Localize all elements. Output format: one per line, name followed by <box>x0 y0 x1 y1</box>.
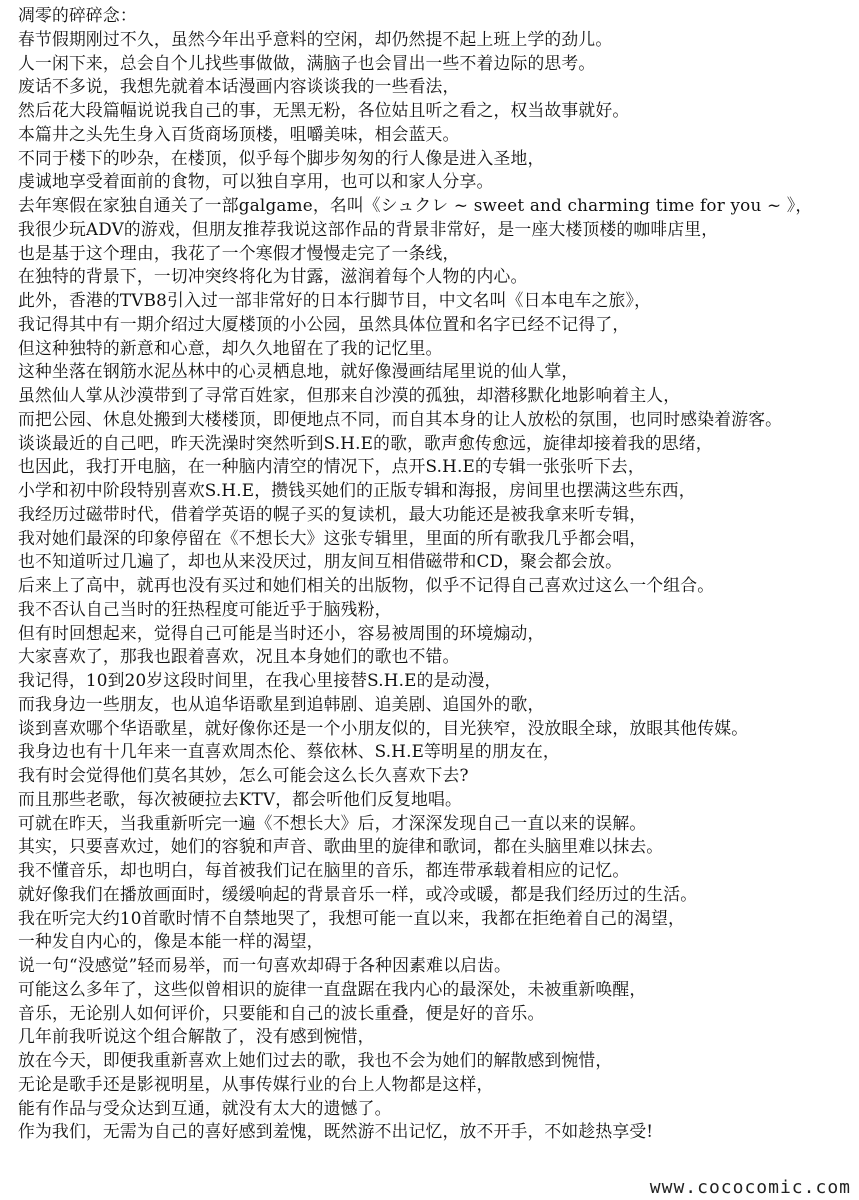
text-line: 去年寒假在家独自通关了一部galgame，名叫《シュクレ ~ sweet and charming time for you ~ 》， <box>18 195 813 215</box>
text-line: 作为我们，无需为自己的喜好感到羞愧，既然游不出记忆，放不开手，不如趁热享受! <box>18 1121 654 1142</box>
text-line: 也不知道听过几遍了，却也从来没厌过，朋友间互相借磁带和CD，聚会都会放。 <box>18 551 623 572</box>
text-line: 其实，只要喜欢过，她们的容貌和声音、歌曲里的旋律和歌词，都在头脑里难以抹去。 <box>18 836 664 857</box>
text-line: 我记得，10到20岁这段时间里，在我心里接替S.H.E的是动漫， <box>18 670 502 690</box>
text-line: 但有时回想起来，觉得自己可能是当时还小，容易被周围的环境煽动， <box>18 622 545 643</box>
text-line: 我对她们最深的印象停留在《不想长大》这张专辑里，里面的所有歌我几乎都会唱， <box>18 527 647 548</box>
text-line: 而我身边一些朋友，也从追华语歌星到追韩剧、追美剧、追国外的歌， <box>18 693 545 714</box>
text-line: 我在听完大约10首歌时情不自禁地哭了，我想可能一直以来，我都在拒绝着自己的渴望， <box>18 907 686 928</box>
site-watermark: www.cococomic.com <box>649 1177 851 1198</box>
afterword-lines <box>18 28 853 1144</box>
text-line: 小学和初中阶段特别喜欢S.H.E，攒钱买她们的正版专辑和海报，房间里也摆满这些东西， <box>18 480 696 500</box>
afterword-text-block <box>18 4 853 1144</box>
text-line: 不同于楼下的吵杂，在楼顶，似乎每个脚步匆匆的行人像是进入圣地， <box>18 147 545 168</box>
text-line: 我经历过磁带时代，借着学英语的幌子买的复读机，最大功能还是被我拿来听专辑， <box>18 503 647 524</box>
text-line: 可就在昨天，当我重新听完一遍《不想长大》后，才深深发现自己一直以来的误解。 <box>18 812 647 833</box>
text-line: 放在今天，即便我重新喜欢上她们过去的歌，我也不会为她们的解散感到惋惜， <box>18 1050 613 1070</box>
text-line: 也是基于这个理由，我花了一个寒假才慢慢走完了一条线， <box>18 242 460 263</box>
text-line: 此外，香港的TVB8引入过一部非常好的日本行脚节目，中文名叫《日本电车之旅》， <box>18 290 652 310</box>
text-line: 后来上了高中，就再也没有买过和她们相关的出版物，似乎不记得自己喜欢过这么一个组合。 <box>18 575 715 595</box>
text-line: 春节假期刚过不久，虽然今年出乎意料的空闲，却仍然提不起上班上学的劲儿。 <box>18 28 613 49</box>
text-line: 几年前我听说这个组合解散了，没有感到惋惜， <box>18 1026 375 1047</box>
text-line: 谈到喜欢哪个华语歌星，就好像你还是一个小朋友似的，目光狭窄，没放眼全球，放眼其他传媒。 <box>18 717 749 738</box>
text-line: 大家喜欢了，那我也跟着喜欢，况且本身她们的歌也不错。 <box>18 646 460 667</box>
text-line: 无论是歌手还是影视明星，从事传媒行业的台上人物都是这样， <box>18 1073 494 1094</box>
text-line: 废话不多说，我想先就着本话漫画内容谈谈我的一些看法， <box>18 76 460 97</box>
text-line: 虽然仙人掌从沙漠带到了寻常百姓家，但那来自沙漠的孤独，却潜移默化地影响着主人， <box>18 385 681 405</box>
text-line: 我有时会觉得他们莫名其妙，怎么可能会这么长久喜欢下去? <box>18 765 469 785</box>
text-line: 本篇井之头先生身入百货商场顶楼，咀嚼美味，相会蓝天。 <box>18 123 460 144</box>
text-line: 虔诚地享受着面前的食物，可以独自享用，也可以和家人分享。 <box>18 171 494 192</box>
text-line: 一种发自内心的，像是本能一样的渴望， <box>18 931 324 952</box>
text-line: 而且那些老歌，每次被硬拉去KTV，都会听他们反复地唱。 <box>18 788 463 809</box>
text-line: 也因此，我打开电脑，在一种脑内清空的情况下，点开S.H.E的专辑一张张听下去， <box>18 456 645 477</box>
text-line: 我很少玩ADV的游戏，但朋友推荐我说这部作品的背景非常好，是一座大楼顶楼的咖啡店里， <box>18 218 719 239</box>
afterword-heading: 凋零的碎碎念： <box>18 5 137 25</box>
text-line: 说一句“没感觉”轻而易举，而一句喜欢却碍于各种因素难以启齿。 <box>18 955 512 975</box>
text-line: 这种坐落在钢筋水泥丛林中的心灵栖息地，就好像漫画结尾里说的仙人掌， <box>18 361 579 382</box>
text-line: 但这种独特的新意和心意，却久久地留在了我的记忆里。 <box>18 337 443 358</box>
text-line: 就好像我们在播放画面时，缓缓响起的背景音乐一样，或冷或暖，都是我们经历过的生活。 <box>18 883 698 904</box>
text-line: 谈谈最近的自己吧，昨天洗澡时突然听到S.H.E的歌，歌声愈传愈远，旋律却接着我的思绪， <box>18 432 713 453</box>
text-line: 我身边也有十几年来一直喜欢周杰伦、蔡依林、S.H.E等明星的朋友在， <box>18 741 560 762</box>
text-line: 而把公园、休息处搬到大楼楼顶，即便地点不同，而自其本身的让人放松的氛围，也同时感染着游客。 <box>18 408 783 429</box>
text-line: 我不懂音乐，却也明白，每首被我们记在脑里的音乐，都连带承载着相应的记忆。 <box>18 860 630 880</box>
text-line: 能有作品与受众达到互通，就没有太大的遗憾了。 <box>18 1097 392 1118</box>
text-line: 可能这么多年了，这些似曾相识的旋律一直盘踞在我内心的最深处，未被重新唤醒， <box>18 978 647 999</box>
text-line: 音乐，无论别人如何评价，只要能和自己的波长重叠，便是好的音乐。 <box>18 1002 545 1023</box>
text-line: 我不否认自己当时的狂热程度可能近乎于脑残粉， <box>18 598 392 619</box>
text-line: 人一闲下来，总会自个儿找些事做做，满脑子也会冒出一些不着边际的思考。 <box>18 52 596 73</box>
text-line: 然后花大段篇幅说说我自己的事，无黑无粉，各位姑且听之看之，权当故事就好。 <box>18 100 630 120</box>
text-line: 在独特的背景下，一切冲突终将化为甘露，滋润着每个人物的内心。 <box>18 266 528 287</box>
text-line: 我记得其中有一期介绍过大厦楼顶的小公园，虽然具体位置和名字已经不记得了， <box>18 313 630 334</box>
